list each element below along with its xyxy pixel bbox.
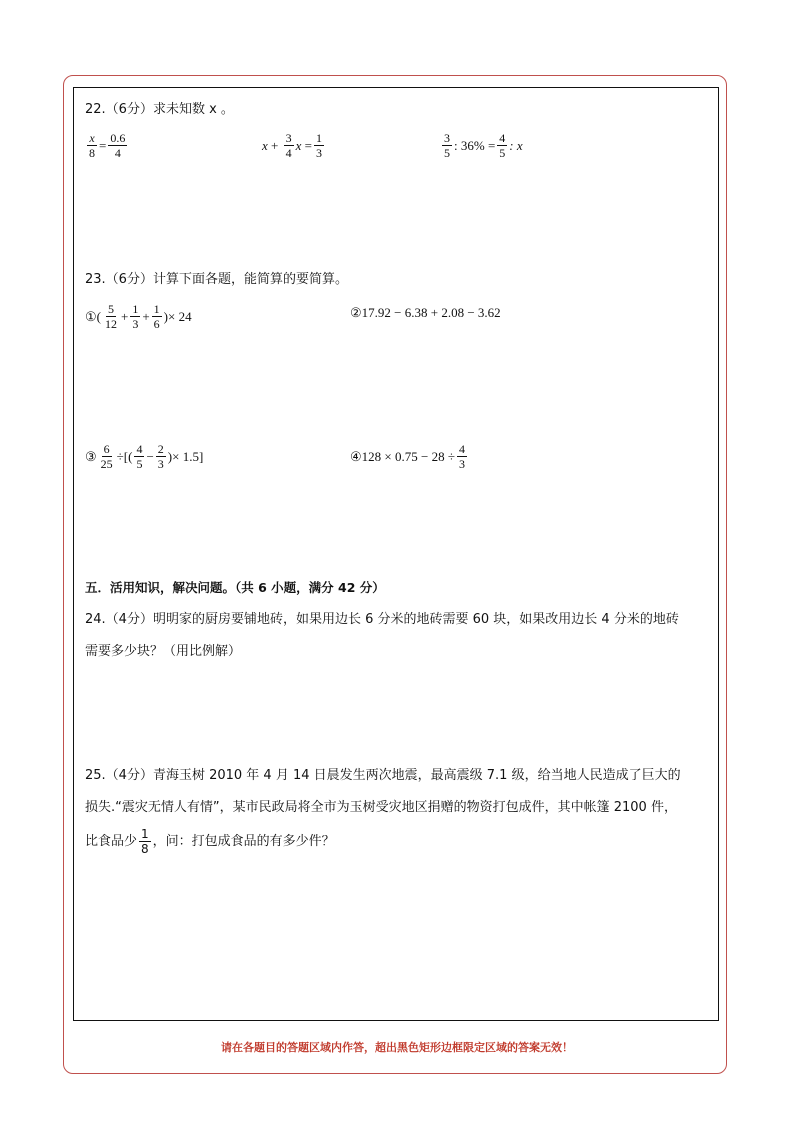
q22-equation-2: x + $\frac{3}{4}$ x = $\frac{1}{3}$ bbox=[262, 131, 322, 160]
q23-problem-3: ③ $\frac{6}{25}$ ÷[( $\frac{4}{5}$ − $\frac{2}{3}$ )× 1.5] bbox=[85, 442, 204, 471]
q22-equation-1: $\frac{x}{8}$ = $\frac{0.6}{4}$ bbox=[89, 131, 126, 160]
q25-line-1: 25.（4分）青海玉树 2010 年 4 月 14 日晨发生两次地震，最高震级 7.1 级，给当地人民造成了巨大的 bbox=[85, 768, 681, 783]
q23-problem-2: ②17.92 − 6.38 + 2.08 − 3.62 bbox=[350, 305, 501, 320]
section-5-title: 五．活用知识，解决问题。（共 6 小题，满分 42 分） bbox=[85, 580, 385, 595]
q24-line-1: 24.（4分）明明家的厨房要铺地砖，如果用边长 6 分米的地砖需要 60 块，如果改用边长 4 分米的地砖 bbox=[85, 612, 679, 627]
q22-title: 22.（6分）求未知数 x 。 bbox=[85, 102, 234, 117]
q23-title: 23.（6分）计算下面各题，能简算的要简算。 bbox=[85, 272, 348, 287]
q25-line-2: 损失.“震灾无情人有情”，某市民政局将全市为玉树受灾地区捐赠的物资打包成件，其中帐篷 2100 件， bbox=[85, 800, 677, 815]
answer-area-border bbox=[73, 87, 719, 1021]
q22-equation-3: $\frac{3}{5}$ : 36% = $\frac{4}{5}$ : x bbox=[444, 131, 523, 160]
q23-problem-4: ④128 × 0.75 − 28 ÷ $\frac{4}{3}$ bbox=[350, 442, 465, 471]
q24-line-2: 需要多少块？（用比例解） bbox=[85, 644, 242, 659]
q23-problem-1: ①( $\frac{5}{12}$ + $\frac{1}{3}$ + $\frac{1}{6}$ )× 24 bbox=[85, 302, 192, 331]
answer-area-notice: 请在各题目的答题区域内作答，超出黑色矩形边框限定区域的答案无效！ bbox=[221, 1041, 573, 1054]
q25-line-3: 比食品少 $\frac{1}{8}$ ，问：打包成食品的有多少件？ bbox=[85, 827, 335, 856]
